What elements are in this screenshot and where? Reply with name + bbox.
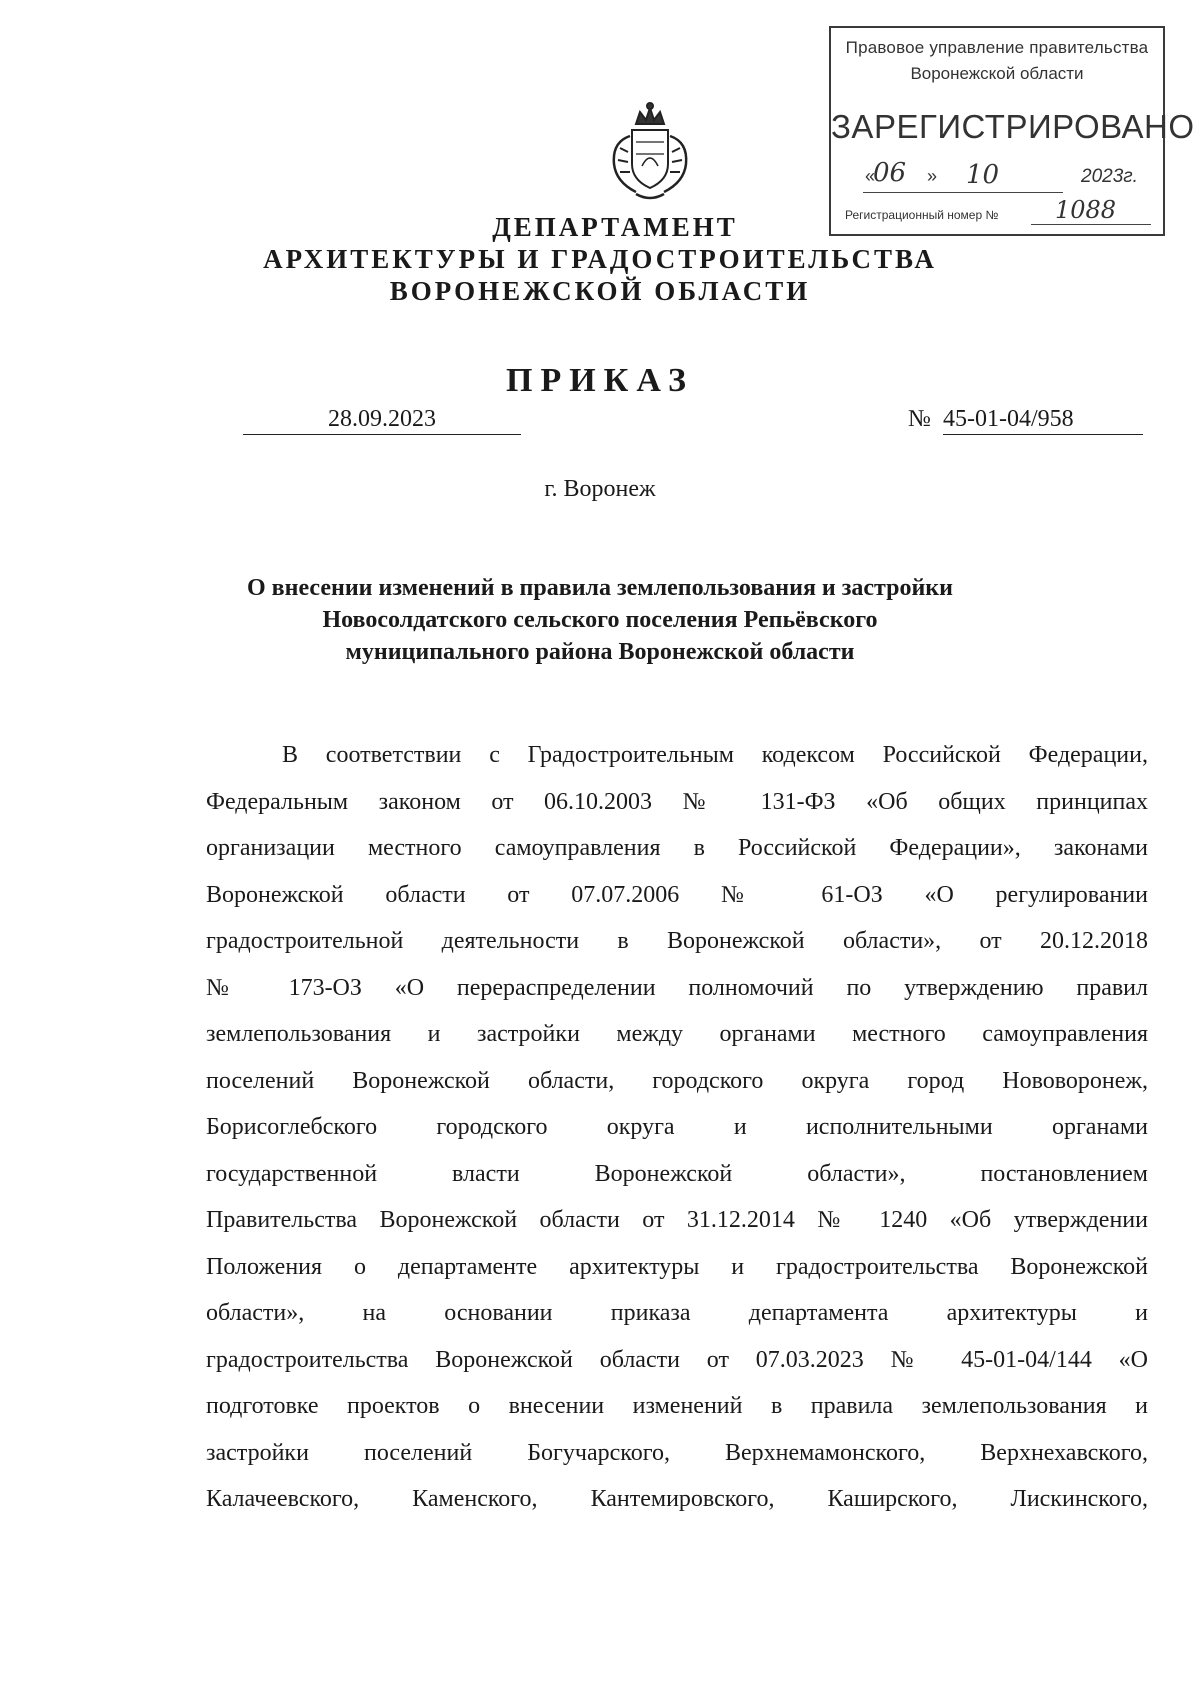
body-line: Правительства Воронежской области от 31.12.2014 № 1240 «Об утверждении [206,1207,1148,1233]
stamp-reg-number: 1088 [1055,196,1117,224]
document-type-title: ПРИКАЗ [506,362,694,399]
body-line: Федеральным законом от 06.10.2003 № 131-ФЗ «Об общих принципах [206,788,1148,815]
body-line: организации местного самоуправления в Российской Федерации», законами [206,835,1148,861]
coat-of-arms-icon [606,102,694,206]
order-date: 28.09.2023 [243,406,521,435]
department-heading-line2: АРХИТЕКТУРЫ И ГРАДОСТРОИТЕЛЬСТВА [263,244,937,274]
stamp-day: 06 [873,158,907,188]
body-line: Воронежской области от 07.07.2006 № 61-ОЗ «О регулировании [206,881,1148,908]
order-number: 45-01-04/958 [943,406,1143,435]
department-heading-line3: ВОРОНЕЖСКОЙ ОБЛАСТИ [389,276,811,306]
stamp-date-underline [863,192,1063,193]
order-subject-line2: Новосолдатского сельского поселения Репьёвского [322,607,878,633]
body-line: Борисоглебского городского округа и исполнительными органами [206,1114,1148,1140]
order-subject-line3: муниципального района Воронежской области [345,639,855,665]
order-number-label: № [908,406,931,432]
department-heading-line1: ДЕПАРТАМЕНТ [492,212,738,242]
stamp-authority-line: Правовое управление правительства [845,38,1149,57]
stamp-reg-label: Регистрационный номер № [845,208,999,222]
body-line: Калачеевского, Каменского, Кантемировского, Каширского, Лискинского, [206,1486,1148,1512]
stamp-region-line: Воронежской области [910,64,1084,83]
body-line: градостроительства Воронежской области от 07.03.2023 № 45-01-04/144 «О [206,1346,1148,1373]
city-line: г. Воронеж [544,476,656,502]
body-line: подготовке проектов о внесении изменений в правила землепользования и [206,1393,1148,1419]
body-line: градостроительной деятельности в Воронежской области», от 20.12.2018 [206,928,1148,954]
body-line: Положения о департаменте архитектуры и градостроительства Воронежской [206,1253,1148,1280]
stamp-month: 10 [966,160,1000,190]
body-line: поселений Воронежской области, городского округа город Нововоронеж, [206,1067,1148,1094]
body-line: застройки поселений Богучарского, Верхнемамонского, Верхнехавского, [206,1439,1148,1466]
body-line: № 173-ОЗ «О перераспределении полномочий по утверждению правил [206,974,1148,1001]
registration-stamp: Правовое управление правительства Воронежской области ЗАРЕГИСТРИРОВАНО « 06 » 10 2023г. Регистрационный номер № 1088 [829,26,1165,236]
stamp-year: 2023г. [1081,166,1138,187]
body-line: В соответствии с Градостроительным кодексом Российской Федерации, [282,742,1148,768]
order-subject-line1: О внесении изменений в правила землепользования и застройки [247,575,953,601]
body-line: государственной власти Воронежской области», постановлением [206,1160,1148,1187]
order-body [206,732,1148,1523]
stamp-registered-label: ЗАРЕГИСТРИРОВАНО [831,108,1195,145]
body-line: области», на основании приказа департамента архитектуры и [206,1300,1148,1326]
order-subject [200,572,1000,668]
body-line: землепользования и застройки между органами местного самоуправления [206,1021,1148,1047]
